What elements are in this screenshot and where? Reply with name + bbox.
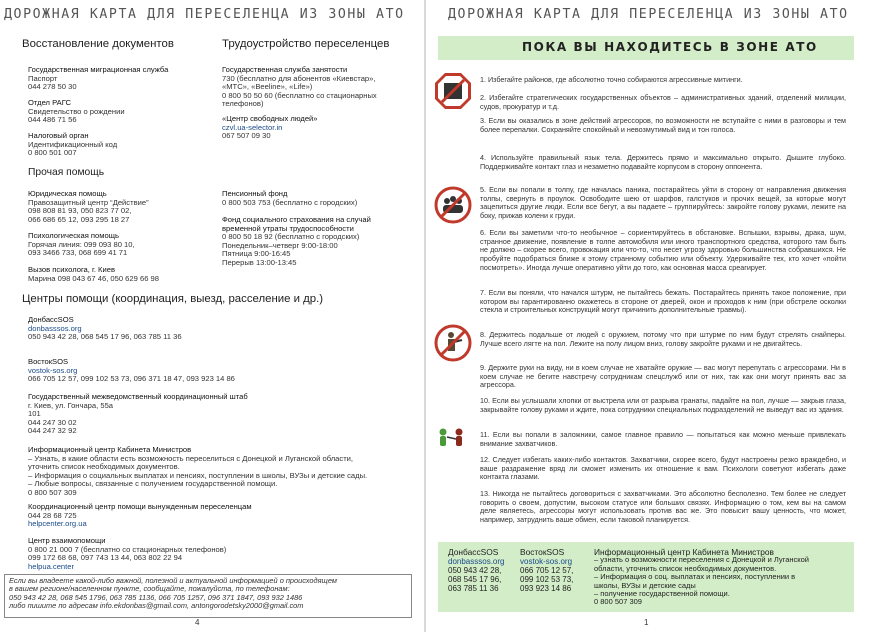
list-item-8: 8. Держитесь подальше от людей с оружием, потому что при штурме по ним будут стрелять снайперы. Лучше всего лягте на пол. Лежите на полу лицом вниз, голову закройте руками и не двигайтесь.: [480, 330, 846, 348]
right-page-title: ДОРОЖНАЯ КАРТА ДЛЯ ПЕРЕСЕЛЕНЦА ИЗ ЗОНЫ АТО: [448, 7, 849, 22]
list-item-2: 2. Избегайте стратегических государственных объектов – административных зданий, отделений милиции, судов, прокуратур и т.д.: [480, 93, 846, 111]
czvl-link[interactable]: czvl.ua-selector.in: [222, 122, 283, 132]
vostok-sos-link[interactable]: vostok-sos.org: [28, 365, 78, 375]
armed-person-icon: [434, 324, 472, 367]
list-item-10: 10. Если вы услышали хлопки от выстрела или от разрыва гранаты, падайте на пол, лучше — закрыв глаза, закрывайте голову руками и ждите, пока сотрудники специальных подразделений не выведут вас из здания.: [480, 396, 846, 414]
list-item-11: 11. Если вы попали в заложники, самое главное правило — попытаться как можно меньше привлекать внимание захватчиков.: [480, 430, 846, 448]
left-page-title: ДОРОЖНАЯ КАРТА ДЛЯ ПЕРЕСЕЛЕНЦА ИЗ ЗОНЫ АТО: [4, 7, 405, 22]
list-item-9: 9. Держите руки на виду, ни в коем случае не хватайте оружие — вас могут перепутать с агрессорами. Ни в коем случае не бегите навстречу сотрудникам спецслужб или от них, так как они могут принять вас за агрессора.: [480, 363, 846, 390]
right-page: [426, 0, 869, 632]
employment-heading: Трудоустройство переселенцев: [222, 38, 390, 50]
vostok-sos: ВостокSOS vostok-sos.org 066 705 12 57, 099 102 53 73, 096 371 18 47, 093 923 14 86: [28, 357, 235, 384]
donbass-sos-link[interactable]: donbasssos.org: [28, 323, 82, 333]
contacts-box: [438, 542, 854, 612]
legal-help: Юридическая помощь Правозащитный центр “Действие” 098 808 81 93, 050 823 77 02, 066 686 65 12, 093 295 18 27: [28, 189, 149, 224]
list-item-5: 5. Если вы попали в толпу, где началась паника, постарайтесь уйти в сторону от направления движения толпы, свернуть в проулок. Освободите шею от шарфов, галстуков и прочих вещей, за которые могут зацепиться другие люди. Если все бегут, а вы падаете – группируйтесь: закройте голову руками, лежите на боку, прижав колени к груди.: [480, 185, 846, 221]
donbass-sos-link-right[interactable]: donbasssos.org: [448, 557, 505, 567]
cabinet-info-contacts: Информационный центр Кабинета Министров – узнать о возможности переселения с Донецкой и Луганской области, уточнить список необходимых документов. – Информация о соц. выплатах и пенсиях, поступлении в школы, ВУЗы и детские сады – получение государственной помощи. 0 800 507 309: [594, 547, 809, 607]
list-item-6: 6. Если вы заметили что-то необычное – сориентируйтесь в обстановке. Вспышки, взрывы, драка, шум, странное движение, появление в толпе автомобиля или иного транспортного средства, которого там быть не должно – скорее всего, провокация или что-то, что несет угрозу здоровью большинства собравшихся. Не пробуйте подобраться ближе к этому странному событию или объекту. Удерживайте тех, кто хочет «пойти посмотреть». Иногда лучше оперативно уйти до того, как основная масса среагирует.: [480, 228, 846, 272]
idp-help-center: Координационный центр помощи вынужденным переселенцам 044 28 68 725 helpcenter.org.ua: [28, 502, 252, 529]
donbass-sos: ДонбассSOS donbasssos.org 050 943 42 28, 068 545 17 96, 063 785 11 36: [28, 315, 182, 342]
list-item-12: 12. Следует избегать каких-либо контактов. Захватчики, скорее всего, будут настроены резко враждебно, и ваше раздражение вряд ли сможет изменить их отношение к вам. Психологи советуют избегать даже контакта глазами.: [480, 455, 846, 482]
hostage-icon: [434, 426, 472, 457]
list-item-3: 3. Если вы оказались в зоне действий агрессоров, по возможности не вступайте с ними в разговоры и тем более перепалки. Сохраняйте спокойный и невозмутимый вид и тон голоса.: [480, 116, 846, 134]
pension-fund: Пенсионный фонд 0 800 503 753 (бесплатно с городских): [222, 189, 358, 207]
kyiv-psychologist: Вызов психолога, г. Киев Марина 098 043 67 46, 050 629 66 98: [28, 265, 159, 283]
social-insurance-fund: Фонд социального страхования на случай временной утраты трудоспособности 0 800 50 18 92 (бесплатно с городских) Понедельник–четверг 9:00-18:00 Пятница 9:00-16:45 Перерыв 13:00-13:45: [222, 215, 371, 267]
list-item-13: 13. Никогда не пытайтесь договориться с захватчиками. Это абсолютно бесполезно. Тем более не следует говорить о своем, допустим, высоком статусе или больших связях. Информацию о том, кем вы на самом деле являетесь, агрессоры могут использовать против вас же. Это повысит вашу ценность, что может, например, затруднить ваше обмен, если таковой планируется.: [480, 489, 846, 525]
other-help-heading: Прочая помощь: [28, 167, 105, 178]
list-item-1: 1. Избегайте районов, где абсолютно точно собираются агрессивные митинги.: [480, 75, 743, 84]
no-rally-icon: [434, 72, 472, 115]
mutual-aid-center: Центр взаимопомощи 0 800 21 000 7 (бесплатно со стационарных телефонов) 099 172 68 68, 097 743 13 44, 063 802 22 94 helpua.center: [28, 536, 227, 571]
helpcenter-link[interactable]: helpcenter.org.ua: [28, 519, 87, 529]
centers-heading: Центры помощи (координация, выезд, расселение и др.): [22, 293, 324, 305]
restore-heading: Восстановление документов: [22, 38, 174, 50]
info-notice-box: Если вы владеете какой-либо важной, полезной и актуальной информацией о происходящем в вашем регионе/населенном пункте, сообщайте, пожалуйста, по телефонам: 050 943 42 28, 068 545 1796, 063 785 1136, 066 705 1257, 096 371 1847, 093 932 1486 либо пишите по адресам info.ekdonbas@gmail.com, antongorodetsky2000@gmail.com: [4, 574, 412, 618]
vostok-sos-link-right[interactable]: vostok-sos.org: [520, 557, 573, 567]
helpua-link[interactable]: helpua.center: [28, 561, 75, 571]
vostok-sos-contacts: ВостокSOS vostok-sos.org 066 705 12 57, 099 102 53 73, 093 923 14 86: [520, 547, 574, 594]
cabinet-info-center: Информационный центр Кабинета Министров – Узнать, в какие области есть возможность переселиться с Донецкой и Луганской области, уточнить список необходимых документов. – Информация о социальных выплатах и пенсиях, поступлении в школы, ВУЗы и детские сады. – Любые вопросы, связанные с получением государственной помощи. 0 800 507 309: [28, 445, 368, 497]
tax-office: Налоговый орган Идентификационный код 0 800 501 007: [28, 131, 118, 158]
migration-service: Государственная миграционная служба Паспорт 044 278 50 30: [28, 65, 169, 92]
rags-office: Отдел РАГС Свидетельство о рождении 044 486 71 56: [28, 98, 125, 125]
donbass-sos-contacts: ДонбассSOS donbasssos.org 050 943 42 28, 068 545 17 96, 063 785 11 36: [448, 547, 505, 594]
crowd-icon: [434, 186, 472, 229]
list-item-4: 4. Используйте правильный язык тела. Держитесь прямо и максимально открыто. Дышите глубоко. Поддерживайте контакт глаз и незаметно подавайте корпусом в сторону оппонента.: [480, 153, 846, 171]
employment-service: Государственная служба занятости 730 (бесплатно для абонентов «Киевстар», «МТС», «Beeline», «Life») 0 800 50 50 60 (бесплатно со стационарных телефонов) «Центр свободных людей» czvl.ua-selector.in 067 507 09 30: [222, 65, 377, 141]
right-page-number: 1: [644, 618, 649, 627]
list-item-7: 7. Если вы поняли, что начался штурм, не пытайтесь бежать. Постарайтесь принять такое положение, при котором вы гарантированно окажетесь в стороне от дверей, окон и проходов к ним (при обстреле осколки стекла и строительных конструкций могут причинить дополнительные травмы).: [480, 288, 846, 315]
left-page: [0, 0, 424, 632]
left-page-number: 4: [195, 618, 200, 627]
ato-zone-banner: ПОКА ВЫ НАХОДИТЕСЬ В ЗОНЕ АТО: [438, 36, 854, 60]
psych-help: Психологическая помощь Горячая линия: 099 093 80 10, 093 3466 733, 068 699 41 71: [28, 231, 135, 258]
coordination-staff: Государственный межведомственный координационный штаб г. Киев, ул. Гончара, 55а 101 044 247 30 02 044 247 32 92: [28, 392, 248, 436]
